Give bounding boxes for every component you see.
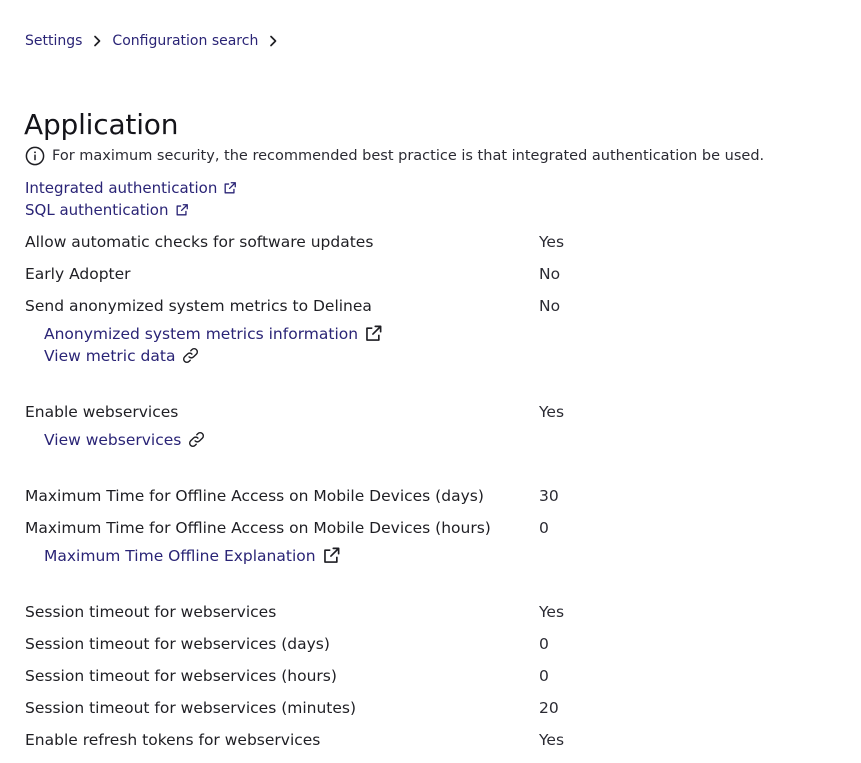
setting-label-offline-hours: Maximum Time for Offline Access on Mobile Devices (hours) [25,519,491,537]
breadcrumb-settings[interactable]: Settings [25,33,83,49]
setting-value-send-metrics: No [539,297,561,315]
setting-value-refresh-tokens: Yes [539,731,565,749]
setting-value-enable-webservices: Yes [539,403,565,421]
setting-label-enable-webservices: Enable webservices [25,403,179,421]
chevron-right-icon [89,33,105,49]
setting-value-offline-days: 30 [539,487,559,505]
setting-label-offline-days: Maximum Time for Offline Access on Mobile Devices (days) [25,487,484,505]
setting-label-session-timeout: Session timeout for webservices [25,603,277,621]
anonymized-metrics-info-label: Anonymized system metrics information [44,324,359,343]
sql-authentication-link[interactable] [25,201,189,219]
chevron-right-icon [265,33,281,49]
view-webservices-label: View webservices [44,430,182,449]
setting-label-send-metrics: Send anonymized system metrics to Delinea [25,297,372,315]
link-icon [187,430,206,449]
setting-label-early-adopter: Early Adopter [25,265,131,283]
setting-value-early-adopter: No [539,265,561,283]
link-icon [181,346,200,365]
info-message [25,146,764,166]
offline-explanation-link[interactable] [44,546,341,565]
integrated-authentication-label: Integrated authentication [25,179,218,197]
setting-value-session-timeout: Yes [539,603,565,621]
external-link-icon [364,324,383,343]
external-link-icon [223,181,237,195]
setting-label-session-timeout-days: Session timeout for webservices (days) [25,635,330,653]
info-icon [25,146,45,166]
setting-value-offline-hours: 0 [539,519,549,537]
anonymized-metrics-info-link[interactable] [44,324,383,343]
setting-value-session-timeout-hours: 0 [539,667,549,685]
page-title: Application [24,108,179,141]
setting-label-session-timeout-minutes: Session timeout for webservices (minutes) [25,699,357,717]
breadcrumb-configuration-search[interactable]: Configuration search [112,33,259,49]
external-link-icon [322,546,341,565]
external-link-icon [175,203,189,217]
setting-value-software-updates: Yes [539,233,565,251]
setting-label-session-timeout-hours: Session timeout for webservices (hours) [25,667,337,685]
view-webservices-link[interactable] [44,430,206,449]
view-metric-data-label: View metric data [44,346,176,365]
offline-explanation-label: Maximum Time Offline Explanation [44,546,316,565]
setting-value-session-timeout-days: 0 [539,635,549,653]
integrated-authentication-link[interactable] [25,179,237,197]
view-metric-data-link[interactable] [44,346,200,365]
sql-authentication-label: SQL authentication [25,201,169,219]
breadcrumb [25,33,288,49]
setting-value-session-timeout-minutes: 20 [539,699,559,717]
setting-label-refresh-tokens: Enable refresh tokens for webservices [25,731,321,749]
info-text: For maximum security, the recommended best practice is that integrated authentication be used. [52,148,765,164]
setting-label-software-updates: Allow automatic checks for software updates [25,233,374,251]
